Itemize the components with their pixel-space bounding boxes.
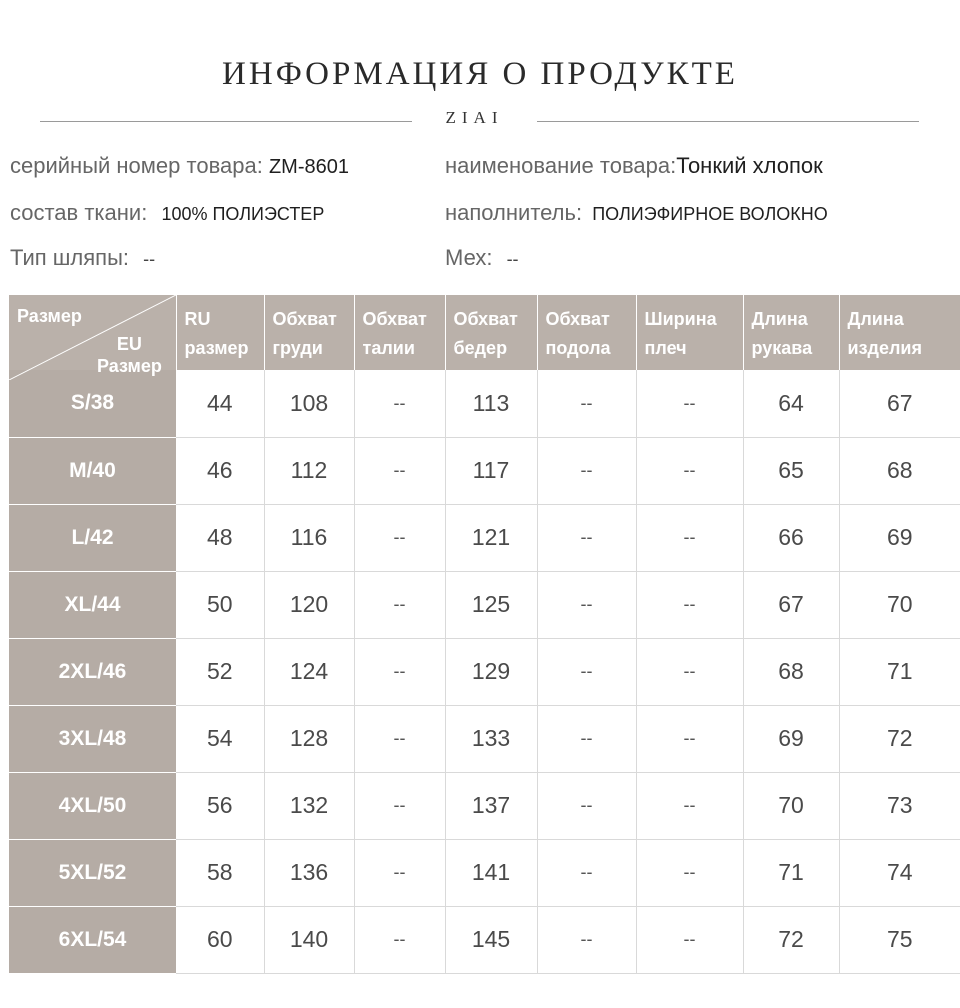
cell-sleeve: 67 (743, 571, 839, 638)
header-hem: Обхват подола (537, 295, 636, 370)
product-name-label: наименование товара: (445, 153, 677, 178)
cell-waist: -- (354, 772, 445, 839)
page-title: ИНФОРМАЦИЯ О ПРОДУКТЕ (222, 56, 738, 92)
cell-size-label: 5XL/52 (9, 839, 176, 906)
cell-waist: -- (354, 571, 445, 638)
cell-length: 71 (839, 638, 960, 705)
table-row (9, 772, 960, 839)
cell-waist: -- (354, 504, 445, 571)
cell-sleeve: 64 (743, 370, 839, 437)
cell-length: 72 (839, 705, 960, 772)
header-waist: Обхват талии (354, 295, 445, 370)
cell-length: 69 (839, 504, 960, 571)
product-name-info (445, 153, 823, 179)
cell-hem: -- (537, 906, 636, 973)
table-row (9, 638, 960, 705)
divider-line-right (537, 121, 919, 122)
cell-shoulder: -- (636, 772, 743, 839)
cell-waist: -- (354, 839, 445, 906)
cell-hips: 137 (445, 772, 537, 839)
fabric-label: состав ткани: (10, 200, 148, 225)
fabric-info (10, 200, 324, 226)
brand-divider (0, 108, 960, 136)
cell-size-label: XL/44 (9, 571, 176, 638)
cell-hips: 113 (445, 370, 537, 437)
cell-sleeve: 70 (743, 772, 839, 839)
cell-waist: -- (354, 705, 445, 772)
cell-chest: 120 (264, 571, 354, 638)
cell-hem: -- (537, 504, 636, 571)
fabric-value: 100% ПОЛИЭСТЕР (161, 204, 325, 224)
size-chart-table (9, 295, 960, 974)
cell-ru-size: 52 (176, 638, 264, 705)
hat-value: -- (143, 249, 156, 269)
cell-waist: -- (354, 437, 445, 504)
cell-hem: -- (537, 638, 636, 705)
cell-shoulder: -- (636, 370, 743, 437)
cell-hips: 121 (445, 504, 537, 571)
fur-value: -- (506, 249, 519, 269)
cell-chest: 128 (264, 705, 354, 772)
cell-length: 74 (839, 839, 960, 906)
header-size-corner (9, 295, 176, 376)
cell-length: 68 (839, 437, 960, 504)
cell-sleeve: 68 (743, 638, 839, 705)
filler-value: ПОЛИЭФИРНОЕ ВОЛОКНО (592, 204, 828, 224)
cell-hem: -- (537, 437, 636, 504)
header-shoulder: Ширина плеч (636, 295, 743, 370)
fur-label: Мех: (445, 245, 493, 270)
cell-chest: 124 (264, 638, 354, 705)
cell-chest: 140 (264, 906, 354, 973)
header-eu-size-word: Размер (97, 356, 162, 376)
filler-label: наполнитель: (445, 200, 583, 225)
cell-length: 73 (839, 772, 960, 839)
header-length: Длина изделия (839, 295, 960, 370)
cell-shoulder: -- (636, 638, 743, 705)
cell-sleeve: 65 (743, 437, 839, 504)
cell-ru-size: 44 (176, 370, 264, 437)
cell-sleeve: 66 (743, 504, 839, 571)
header-hips: Обхват бедер (445, 295, 537, 370)
cell-hem: -- (537, 705, 636, 772)
hat-label: Тип шляпы: (10, 245, 130, 270)
table-row (9, 705, 960, 772)
cell-hips: 141 (445, 839, 537, 906)
divider-line-left (40, 121, 412, 122)
cell-hem: -- (537, 370, 636, 437)
cell-hem: -- (537, 772, 636, 839)
cell-size-label: S/38 (9, 370, 176, 437)
header-eu-label: EU (116, 334, 142, 354)
cell-chest: 132 (264, 772, 354, 839)
cell-ru-size: 58 (176, 839, 264, 906)
cell-size-label: 6XL/54 (9, 906, 176, 973)
cell-length: 67 (839, 370, 960, 437)
cell-shoulder: -- (636, 571, 743, 638)
cell-ru-size: 48 (176, 504, 264, 571)
cell-shoulder: -- (636, 504, 743, 571)
cell-length: 70 (839, 571, 960, 638)
cell-waist: -- (354, 638, 445, 705)
brand-name: ZIAI (445, 108, 504, 127)
cell-size-label: 3XL/48 (9, 705, 176, 772)
cell-hem: -- (537, 571, 636, 638)
cell-size-label: 2XL/46 (9, 638, 176, 705)
cell-sleeve: 72 (743, 906, 839, 973)
serial-number-label: серийный номер товара: (10, 153, 263, 178)
hat-info (10, 245, 155, 271)
filler-info (445, 200, 828, 226)
product-name-value: Тонкий хлопок (676, 153, 823, 178)
serial-number-info (10, 153, 349, 179)
cell-waist: -- (354, 906, 445, 973)
header-chest: Обхват груди (264, 295, 354, 370)
cell-shoulder: -- (636, 705, 743, 772)
cell-chest: 136 (264, 839, 354, 906)
cell-size-label: 4XL/50 (9, 772, 176, 839)
cell-size-label: L/42 (9, 504, 176, 571)
table-row (9, 571, 960, 638)
cell-chest: 112 (264, 437, 354, 504)
cell-chest: 116 (264, 504, 354, 571)
cell-length: 75 (839, 906, 960, 973)
serial-number-value: ZM-8601 (268, 156, 349, 178)
cell-hem: -- (537, 839, 636, 906)
cell-shoulder: -- (636, 906, 743, 973)
table-header-row (9, 295, 960, 370)
cell-ru-size: 50 (176, 571, 264, 638)
cell-chest: 108 (264, 370, 354, 437)
cell-waist: -- (354, 370, 445, 437)
cell-sleeve: 71 (743, 839, 839, 906)
table-row (9, 504, 960, 571)
cell-hips: 117 (445, 437, 537, 504)
cell-sleeve: 69 (743, 705, 839, 772)
header-size-label: Размер (17, 306, 82, 326)
cell-hips: 145 (445, 906, 537, 973)
cell-ru-size: 60 (176, 906, 264, 973)
table-row (9, 437, 960, 504)
cell-shoulder: -- (636, 437, 743, 504)
header-eu-size-label (97, 333, 162, 377)
cell-hips: 129 (445, 638, 537, 705)
fur-info (445, 245, 519, 271)
table-row (9, 906, 960, 973)
cell-hips: 133 (445, 705, 537, 772)
header-sleeve: Длина рукава (743, 295, 839, 370)
header-ru-size: RU размер (176, 295, 264, 370)
cell-ru-size: 54 (176, 705, 264, 772)
table-row (9, 839, 960, 906)
cell-shoulder: -- (636, 839, 743, 906)
cell-size-label: M/40 (9, 437, 176, 504)
table-row (9, 370, 960, 437)
cell-ru-size: 46 (176, 437, 264, 504)
cell-ru-size: 56 (176, 772, 264, 839)
cell-hips: 125 (445, 571, 537, 638)
